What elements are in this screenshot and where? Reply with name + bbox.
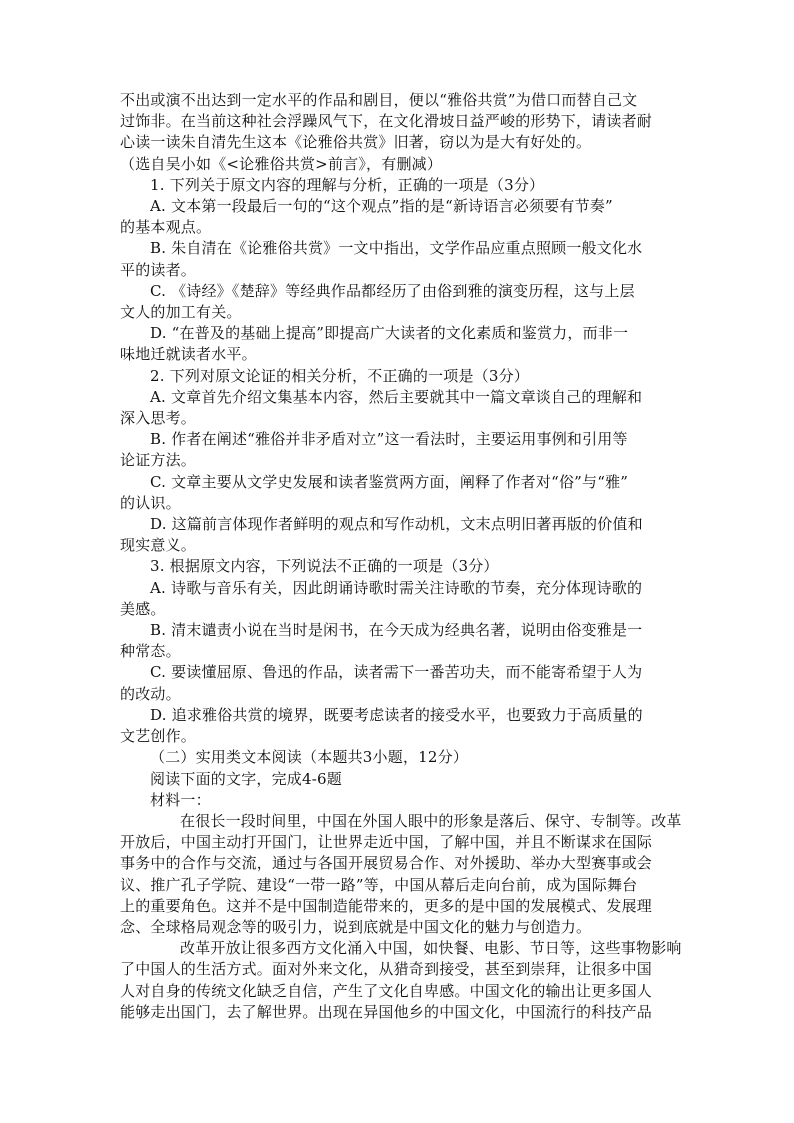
option-c-line-2: 的认识。 bbox=[120, 493, 181, 512]
option-a-line-2: 的基本观点。 bbox=[120, 218, 212, 237]
material-paragraph-1 bbox=[120, 811, 682, 938]
question-stem: 2. 下列对原文论证的相关分析，不正确的一项是（3分） bbox=[150, 366, 530, 385]
question-3 bbox=[120, 556, 673, 747]
source-citation: （选自吴小如《<论雅俗共赏>前言》，有删减） bbox=[120, 154, 443, 173]
reading-instruction: 阅读下面的文字，完成4-6题 bbox=[150, 769, 342, 788]
option-a-line-1: A. 文本第一段最后一句的“这个观点”指的是“新诗语言必须要有节奏” bbox=[150, 197, 613, 216]
option-b-line-2: 平的读者。 bbox=[120, 260, 197, 279]
material-label: 材料一： bbox=[150, 790, 211, 809]
question-2 bbox=[120, 366, 673, 557]
option-b-line-1: B. 作者在阐述“雅俗并非矛盾对立”这一看法时，主要运用事例和引用等 bbox=[150, 430, 628, 449]
option-d-line-2: 味地迁就读者水平。 bbox=[120, 345, 257, 364]
paragraph-line: 议、推广孔子学院、建设“一带一路”等，中国从幕后走向台前，成为国际舞台 bbox=[120, 875, 638, 894]
option-c-line-2: 的改动。 bbox=[120, 684, 181, 703]
option-c-line-1: C. 要读懂屈原、鲁迅的作品，读者需下一番苦功夫，而不能寄希望于人为 bbox=[150, 663, 643, 682]
intro-line-2: 过饰非。在当前这种社会浮躁风气下，在文化滑坡日益严峻的形势下，请读者耐 bbox=[120, 112, 653, 131]
option-a-line-1: A. 诗歌与音乐有关，因此朗诵诗歌时需关注诗歌的节奏，充分体现诗歌的 bbox=[150, 578, 643, 597]
paragraph-line: 了中国人的生活方式。面对外来文化，从猎奇到接受，甚至到崇拜，让很多中国 bbox=[120, 960, 653, 979]
option-c-line-1: C. 《诗经》《楚辞》等经典作品都经历了由俗到雅的演变历程，这与上层 bbox=[150, 281, 635, 300]
option-b-line-2: 种常态。 bbox=[120, 642, 181, 661]
question-1 bbox=[120, 175, 673, 366]
option-b-line-2: 论证方法。 bbox=[120, 451, 197, 470]
paragraph-line: 改革开放让很多西方文化涌入中国，如快餐、电影、节日等，这些事物影响 bbox=[180, 939, 682, 958]
option-c-line-2: 文人的加工有关。 bbox=[120, 303, 242, 322]
paragraph-line: 能够走出国门，去了解世界。出现在异国他乡的中国文化，中国流行的科技产品 bbox=[120, 1002, 653, 1021]
option-d-line-1: D. 追求雅俗共赏的境界，既要考虑读者的接受水平，也要致力于高质量的 bbox=[150, 705, 643, 724]
paragraph-line: 上的重要角色。这并不是中国制造能带来的，更多的是中国的发展模式、发展理 bbox=[120, 896, 653, 915]
intro-line-1: 不出或演不出达到一定水平的作品和剧目，便以“雅俗共赏”为借口而替自己文 bbox=[120, 91, 638, 109]
material-paragraph-2 bbox=[120, 938, 682, 1023]
option-b-line-1: B. 清末谴责小说在当时是闲书，在今天成为经典名著，说明由俗变雅是一 bbox=[150, 621, 643, 640]
option-d-line-2: 文艺创作。 bbox=[120, 727, 197, 746]
option-a-line-2: 美感。 bbox=[120, 599, 166, 618]
option-c-line-1: C. 文章主要从文学史发展和读者鉴赏两方面，阐释了作者对“俗”与“雅” bbox=[150, 472, 629, 491]
paragraph-line: 事务中的合作与交流，通过与各国开展贸易合作、对外援助、举办大型赛事或会 bbox=[120, 854, 653, 873]
intro-line-3: 心读一读朱自清先生这本《论雅俗共赏》旧著，窃以为是大有好处的。 bbox=[120, 133, 592, 152]
option-b-line-1: B. 朱自清在《论雅俗共赏》一文中指出，文学作品应重点照顾一般文化水 bbox=[150, 239, 643, 258]
intro-paragraph bbox=[120, 90, 673, 154]
paragraph-line: 开放后，中国主动打开国门，让世界走近中国，了解中国，并且不断谋求在国际 bbox=[120, 833, 653, 852]
section-title: （二）实用类文本阅读（本题共3小题，12分） bbox=[150, 748, 469, 767]
document-page bbox=[120, 90, 682, 1023]
question-stem: 1. 下列关于原文内容的理解与分析，正确的一项是（3分） bbox=[150, 175, 545, 194]
option-d-line-1: D. “在普及的基础上提高”即提高广大读者的文化素质和鉴赏力，而非一 bbox=[150, 324, 629, 343]
option-a-line-2: 深入思考。 bbox=[120, 409, 197, 428]
paragraph-line: 人对自身的传统文化缺乏自信，产生了文化自卑感。中国文化的输出让更多国人 bbox=[120, 981, 653, 1000]
paragraph-line: 念、全球格局观念等的吸引力，说到底就是中国文化的魅力与创造力。 bbox=[120, 917, 592, 936]
paragraph-line: 在很长一段时间里，中国在外国人眼中的形象是落后、保守、专制等。改革 bbox=[180, 811, 682, 830]
option-a-line-1: A. 文章首先介绍文集基本内容，然后主要就其中一篇文章谈自己的理解和 bbox=[150, 387, 643, 406]
option-d-line-1: D. 这篇前言体现作者鲜明的观点和写作动机，文末点明旧著再版的价值和 bbox=[150, 515, 643, 534]
question-stem: 3. 根据原文内容，下列说法不正确的一项是（3分） bbox=[150, 557, 499, 576]
option-d-line-2: 现实意义。 bbox=[120, 536, 197, 555]
